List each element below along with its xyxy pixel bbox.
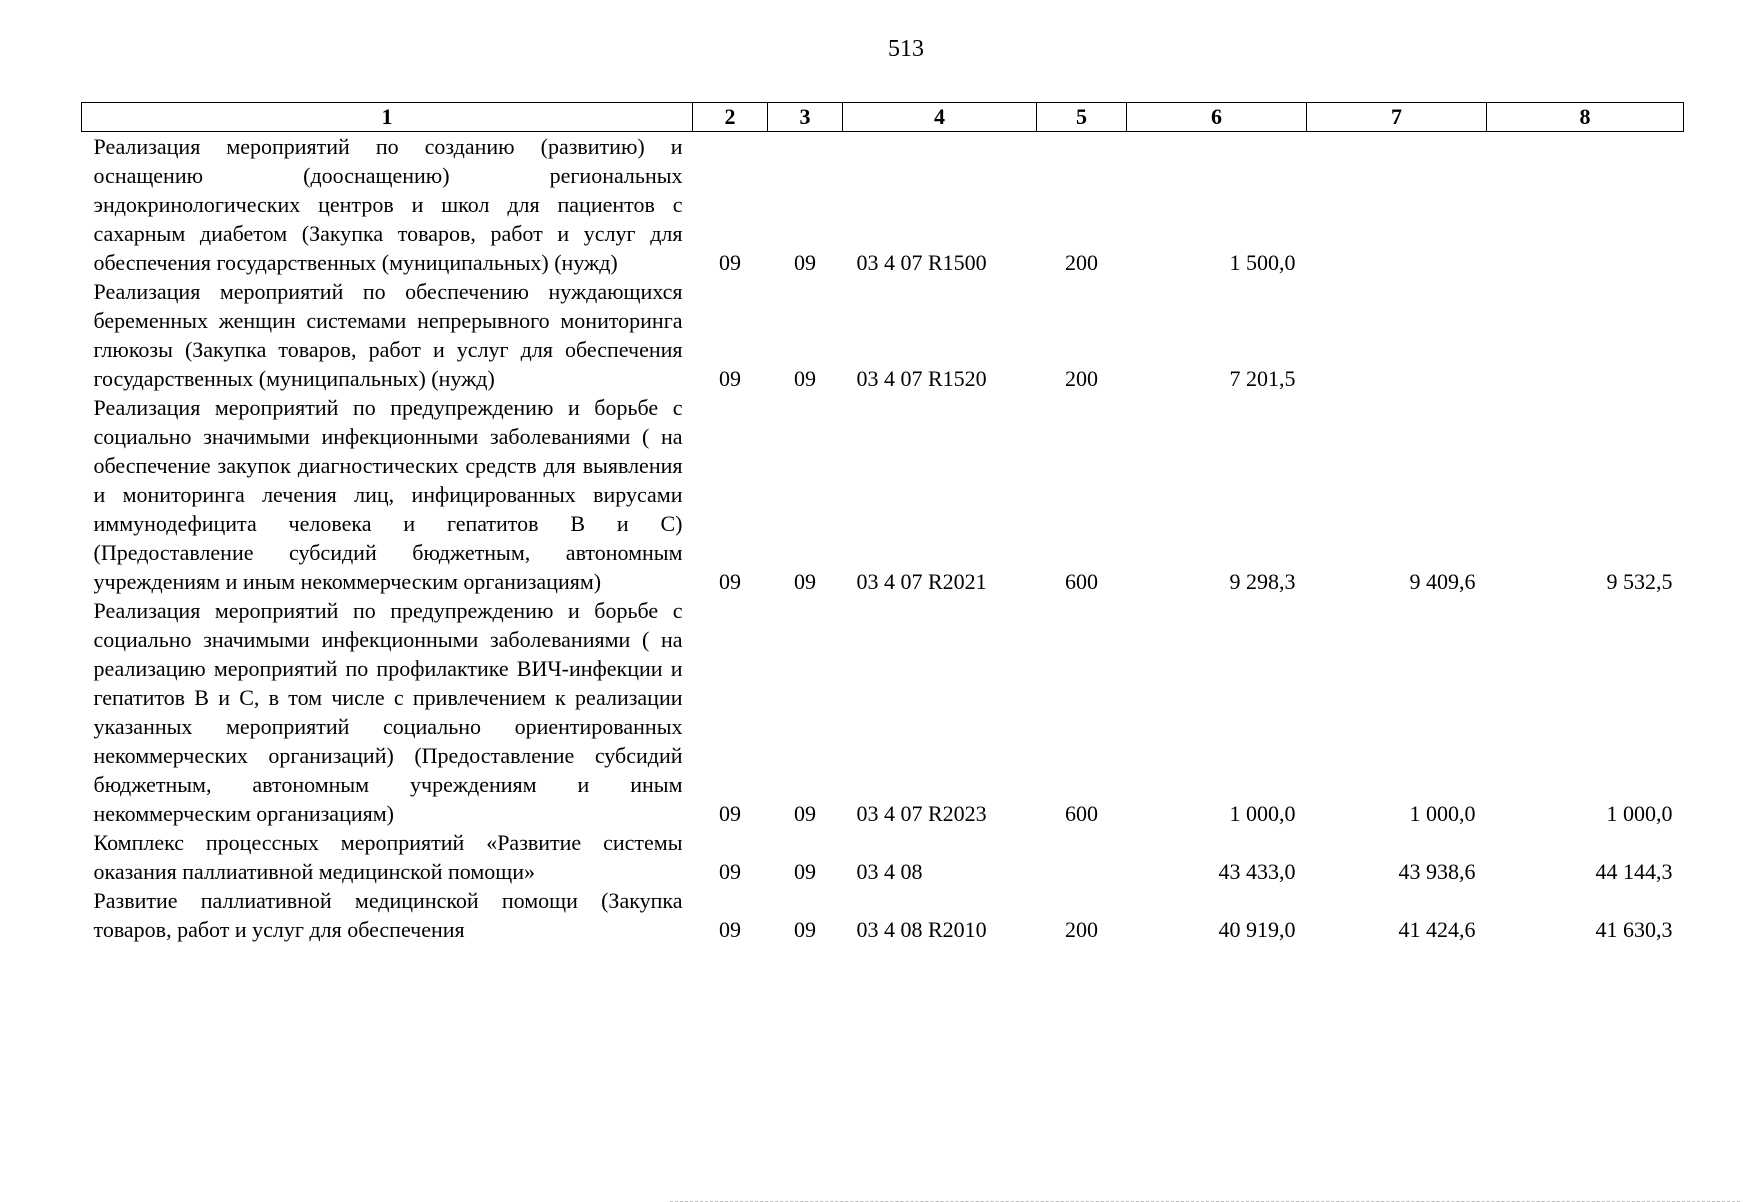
subsection-code-cell: 09 bbox=[794, 801, 816, 826]
amount-col6-cell: 9 298,3 bbox=[1229, 569, 1296, 594]
expense-type-cell bbox=[1037, 828, 1127, 886]
amount-col6-cell: 40 919,0 bbox=[1218, 917, 1296, 942]
amount-col6-cell: 7 201,5 bbox=[1229, 366, 1296, 391]
budget-table bbox=[81, 102, 1684, 944]
target-article-cell: 03 4 07 R1500 bbox=[856, 250, 987, 275]
row-name-cell: Реализация мероприятий по предупреждению и борьбе с социально значимыми инфекционными заболеваниями ( на реализацию мероприятий по профилактике ВИЧ-инфекции и гепатитов В и С, в том числе с привлечением к реализации указанных мероприятий социально ориентированных некоммерческих организаций) (Предоставление субсидий бюджетным, автономным учреждениям и иным некоммерческим организациям) bbox=[93, 598, 683, 826]
amount-col6-cell: 43 433,0 bbox=[1218, 859, 1296, 884]
table-row bbox=[82, 132, 1684, 278]
subsection-code-cell: 09 bbox=[794, 859, 816, 884]
column-number-5: 5 bbox=[1037, 103, 1127, 132]
amount-col6-cell: 1 500,0 bbox=[1229, 250, 1296, 275]
table-row bbox=[82, 277, 1684, 393]
table-row bbox=[82, 393, 1684, 596]
amount-col8-cell: 1 000,0 bbox=[1606, 801, 1673, 826]
amount-col8-cell bbox=[1487, 277, 1684, 393]
row-name-cell: Комплекс процессных мероприятий «Развитие системы оказания паллиативной медицинской помощи» bbox=[93, 830, 683, 884]
target-article-cell: 03 4 07 R1520 bbox=[856, 366, 987, 391]
amount-col8-cell: 41 630,3 bbox=[1595, 917, 1673, 942]
target-article-cell: 03 4 07 R2023 bbox=[856, 801, 987, 826]
expense-type-cell: 200 bbox=[1065, 366, 1098, 391]
amount-col8-cell bbox=[1487, 132, 1684, 278]
budget-table-sheet bbox=[81, 102, 1683, 944]
amount-col7-cell: 41 424,6 bbox=[1398, 917, 1476, 942]
subsection-code-cell: 09 bbox=[794, 569, 816, 594]
target-article-cell: 03 4 08 R2010 bbox=[856, 917, 987, 942]
table-row bbox=[82, 596, 1684, 828]
section-code-cell: 09 bbox=[719, 366, 741, 391]
target-article-cell: 03 4 08 bbox=[856, 859, 923, 884]
section-code-cell: 09 bbox=[719, 250, 741, 275]
row-name-cell: Развитие паллиативной медицинской помощи (Закупка товаров, работ и услуг для обеспечения bbox=[93, 888, 683, 942]
subsection-code-cell: 09 bbox=[794, 917, 816, 942]
column-number-row bbox=[82, 103, 1684, 132]
column-number-8: 8 bbox=[1487, 103, 1684, 132]
amount-col7-cell: 43 938,6 bbox=[1398, 859, 1476, 884]
column-number-2: 2 bbox=[693, 103, 768, 132]
amount-col8-cell: 9 532,5 bbox=[1606, 569, 1673, 594]
subsection-code-cell: 09 bbox=[794, 250, 816, 275]
section-code-cell: 09 bbox=[719, 859, 741, 884]
expense-type-cell: 200 bbox=[1065, 917, 1098, 942]
row-name-cell: Реализация мероприятий по обеспечению нуждающихся беременных женщин системами непрерывного мониторинга глюкозы (Закупка товаров, работ и услуг для обеспечения государственных (муниципальных) (нужд) bbox=[93, 279, 683, 391]
row-name-cell: Реализация мероприятий по созданию (развитию) и оснащению (дооснащению) региональных эндокринологических центров и школ для пациентов с сахарным диабетом (Закупка товаров, работ и услуг для обеспечения государственных (муниципальных) (нужд) bbox=[93, 134, 683, 275]
expense-type-cell: 600 bbox=[1065, 569, 1098, 594]
row-name-cell: Реализация мероприятий по предупреждению и борьбе с социально значимыми инфекционными заболеваниями ( на обеспечение закупок диагностических средств для выявления и мониторинга лечения лиц, инфицированных вирусами иммунодефицита человека и гепатитов В и С) (Предоставление субсидий бюджетным, автономным учреждениям и иным некоммерческим организациям) bbox=[93, 395, 683, 594]
column-number-4: 4 bbox=[843, 103, 1037, 132]
column-number-1: 1 bbox=[82, 103, 693, 132]
amount-col7-cell: 1 000,0 bbox=[1409, 801, 1476, 826]
amount-col7-cell: 9 409,6 bbox=[1409, 569, 1476, 594]
column-number-3: 3 bbox=[768, 103, 843, 132]
table-header bbox=[82, 103, 1684, 132]
amount-col6-cell: 1 000,0 bbox=[1229, 801, 1296, 826]
amount-col7-cell bbox=[1307, 277, 1487, 393]
section-code-cell: 09 bbox=[719, 801, 741, 826]
page-number: 513 bbox=[888, 36, 924, 62]
column-number-7: 7 bbox=[1307, 103, 1487, 132]
section-code-cell: 09 bbox=[719, 569, 741, 594]
target-article-cell: 03 4 07 R2021 bbox=[856, 569, 987, 594]
amount-col8-cell: 44 144,3 bbox=[1595, 859, 1673, 884]
table-row bbox=[82, 828, 1684, 886]
amount-col7-cell bbox=[1307, 132, 1487, 278]
subsection-code-cell: 09 bbox=[794, 366, 816, 391]
column-number-6: 6 bbox=[1127, 103, 1307, 132]
expense-type-cell: 200 bbox=[1065, 250, 1098, 275]
table-row bbox=[82, 886, 1684, 944]
expense-type-cell: 600 bbox=[1065, 801, 1098, 826]
table-body bbox=[82, 132, 1684, 945]
section-code-cell: 09 bbox=[719, 917, 741, 942]
